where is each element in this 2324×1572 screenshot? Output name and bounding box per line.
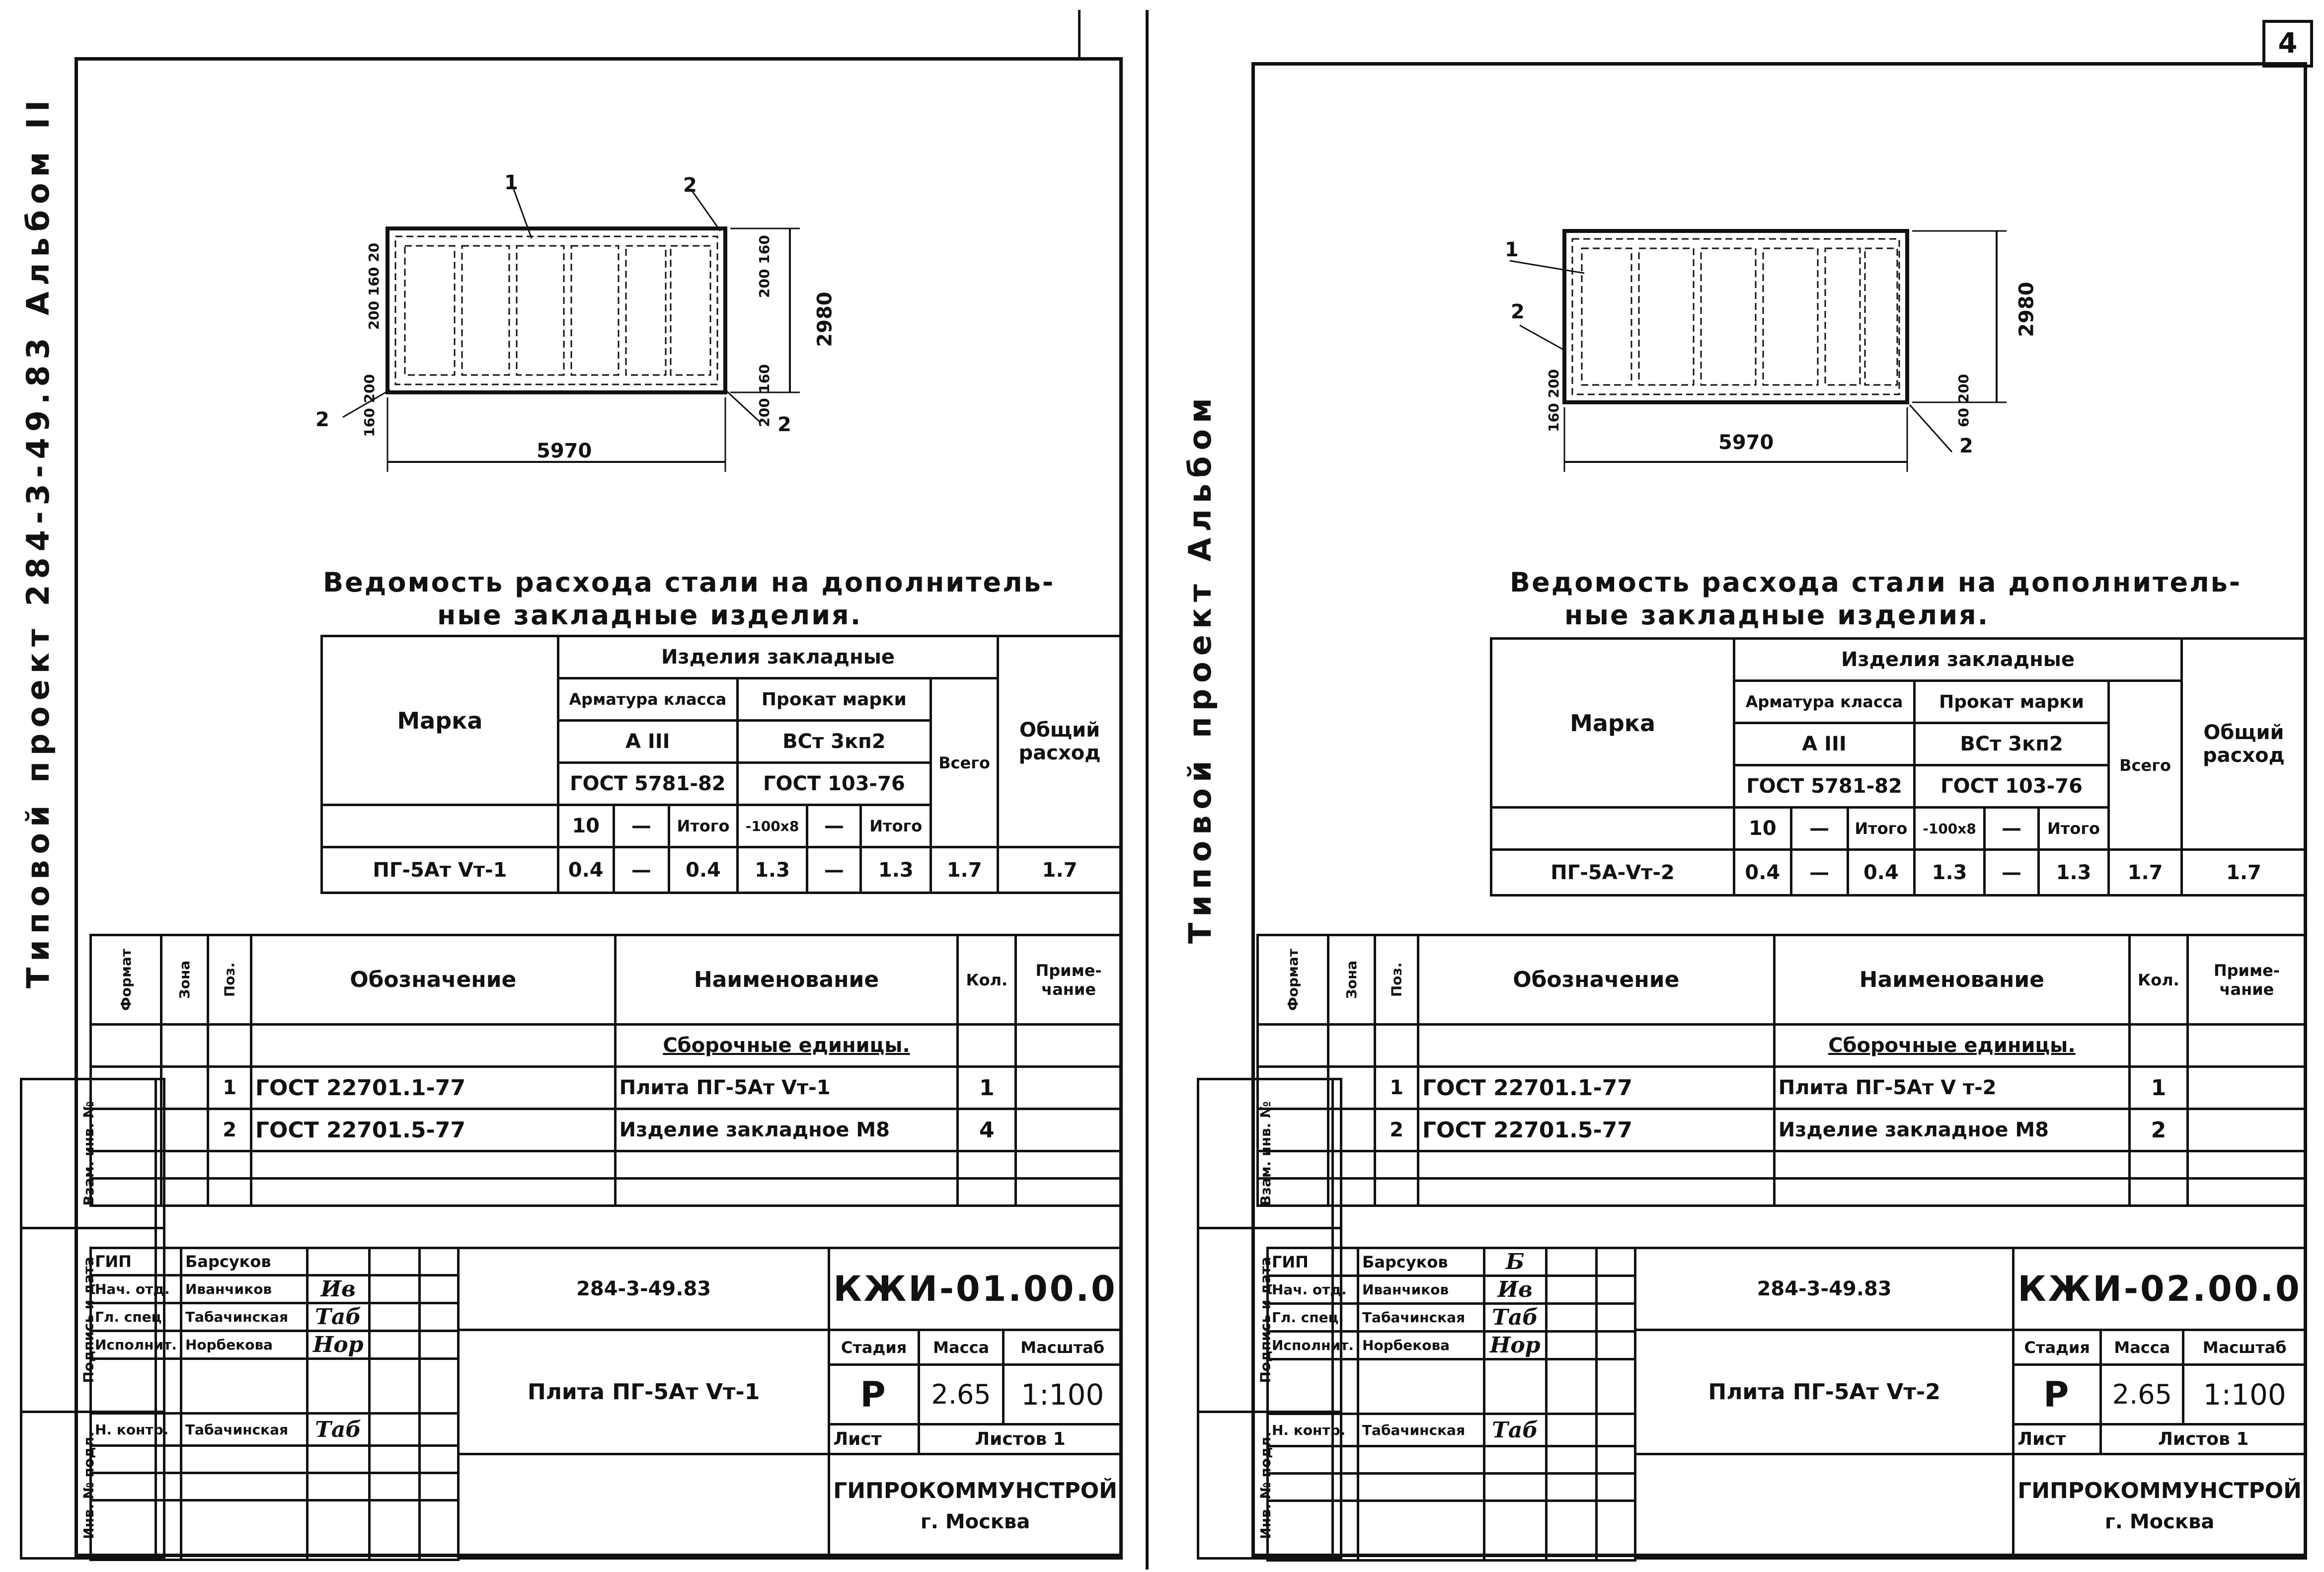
sub-itogo-b: Итого — [2038, 808, 2108, 850]
sub-10: 10 — [558, 805, 614, 847]
col-armatura: Арматура класса — [558, 678, 737, 721]
stamp-org: ГИПРОКОММУНСТРОЙ — [833, 1478, 1117, 1503]
cell: — — [1985, 850, 2039, 896]
col-marka: Марка — [322, 636, 558, 805]
stamp-project: 284-3-49.83 — [1635, 1248, 2014, 1330]
stamp-project: 284-3-49.83 — [459, 1248, 829, 1330]
pos-label-2b: 2 — [1959, 435, 1973, 457]
role: Гл. спец. — [91, 1303, 181, 1331]
pos-label-2a: 2 — [1511, 300, 1525, 323]
section-label: Сборочные единицы. — [1774, 1025, 2129, 1067]
col-prokat: Прокат марки — [1914, 681, 2108, 723]
col-kol: Кол. — [958, 935, 1016, 1025]
stamp-massa: Масса — [919, 1330, 1003, 1365]
stamp-code: КЖИ-02.00.0 — [2014, 1248, 2306, 1330]
sheet-2 — [1162, 0, 2324, 1572]
row-kol: 2 — [2130, 1109, 2188, 1151]
steel-table — [320, 635, 1123, 894]
role: Н. контр. — [91, 1414, 181, 1446]
stamp-masshtab: Масштаб — [2183, 1330, 2306, 1365]
role: Нач. отд. — [91, 1275, 181, 1303]
sub-100x8: -100х8 — [737, 805, 807, 847]
col-poz: Поз. — [1375, 935, 1418, 1025]
name: Табачинская — [1358, 1414, 1484, 1446]
signature: Б — [1484, 1248, 1546, 1276]
stamp-listov: Листов 1 — [919, 1424, 1121, 1454]
cell: — — [807, 847, 861, 893]
stamp-scale-value: 1:100 — [2183, 1365, 2306, 1424]
dim-length: 5970 — [537, 440, 592, 462]
stamp-list: Лист — [2014, 1424, 2101, 1454]
page-number: 4 — [2262, 20, 2313, 68]
role: ГИП — [91, 1248, 181, 1275]
table-row — [1258, 1109, 2306, 1151]
pos-label-2a: 2 — [683, 174, 697, 197]
col-format: Формат — [1258, 935, 1328, 1025]
spec-table — [89, 934, 1123, 1207]
row-obozn: ГОСТ 22701.1-77 — [1418, 1067, 1775, 1109]
cell: 0.4 — [669, 847, 737, 893]
stamp-stadiya-value: Р — [829, 1365, 919, 1424]
side-podp: Подпись и дата — [1198, 1228, 1333, 1412]
dim-height: 2980 — [813, 292, 837, 347]
gost-b: ГОСТ 103-76 — [737, 763, 930, 805]
col-kol: Кол. — [2130, 935, 2188, 1025]
col-vsego: Всего — [2109, 681, 2182, 850]
role: Исполнит. — [91, 1331, 181, 1359]
steel-caption-line-1: Ведомость расхода стали на дополнитель- — [323, 567, 1055, 598]
plate-drawing — [1490, 204, 2086, 512]
row-kol: 1 — [2130, 1067, 2188, 1109]
name: Норбекова — [1358, 1332, 1484, 1359]
cell: 1.3 — [861, 847, 931, 893]
col-izdeliya: Изделия закладные — [558, 636, 998, 678]
cell: 1.7 — [998, 847, 1122, 893]
col-oboznachenie: Обозначение — [251, 935, 616, 1025]
gost-a: ГОСТ 5781-82 — [1734, 765, 1915, 808]
cell: 1.7 — [2181, 850, 2306, 896]
stamp-stadiya: Стадия — [829, 1330, 919, 1365]
cell: 1.3 — [2038, 850, 2108, 896]
album-side-label: Типовой проект Альбом — [1182, 392, 1218, 944]
col-zona: Зона — [161, 935, 208, 1025]
signature: Таб — [307, 1414, 369, 1446]
sub-dash-a: — — [614, 805, 669, 847]
signature: Нор — [307, 1331, 369, 1359]
album-side-label: Типовой проект 284-3-49.83 Альбом II — [20, 94, 56, 988]
side-vzam: Взам. инв. № — [1198, 1079, 1333, 1228]
sub-100x8: -100х8 — [1914, 808, 1984, 850]
table-row — [91, 1109, 1122, 1151]
side-inv: Инв. № подл. — [1198, 1412, 1333, 1559]
sub-itogo-b: Итого — [861, 805, 931, 847]
sub-dash-b: — — [1985, 808, 2039, 850]
cell: 0.4 — [1734, 850, 1791, 896]
cell: — — [1791, 850, 1848, 896]
cell: 1.3 — [737, 847, 807, 893]
sub-itogo-a: Итого — [669, 805, 737, 847]
stamp-masshtab: Масштаб — [1004, 1330, 1122, 1365]
row-naim: Плита ПГ-5Ат Vт-1 — [615, 1067, 958, 1109]
stamp-title: Плита ПГ-5Ат Vт-1 — [459, 1330, 829, 1454]
stamp-stadiya-value: Р — [2014, 1365, 2101, 1424]
plate-ribs — [1582, 248, 1897, 385]
dims-left-top: 200 160 20 — [366, 242, 383, 330]
a-class: А III — [1734, 723, 1915, 765]
row-poz: 1 — [1375, 1067, 1418, 1109]
name: Иванчиков — [1358, 1276, 1484, 1304]
signature: Ив — [1484, 1276, 1546, 1304]
row-naim: Изделие закладное М8 — [615, 1109, 958, 1151]
col-naimenovanie: Наименование — [1774, 935, 2129, 1025]
stamp-main — [457, 1247, 1123, 1560]
role: ГИП — [1268, 1248, 1358, 1276]
dims-left-bottom: 160 200 — [361, 374, 378, 437]
dims-right-bottom: 200 160 — [756, 364, 773, 427]
spec-table — [1256, 934, 2307, 1207]
sub-itogo-a: Итого — [1848, 808, 1914, 850]
signature: Таб — [1484, 1414, 1546, 1446]
bst-grade: ВСт 3кп2 — [737, 721, 930, 763]
side-vzam: Взам. инв. № — [21, 1079, 156, 1228]
table-row — [322, 847, 1122, 893]
dims-right-bottom: 60 200 — [1955, 374, 1972, 428]
steel-table — [1490, 637, 2307, 897]
table-row — [91, 1067, 1122, 1109]
gost-b: ГОСТ 103-76 — [1914, 765, 2108, 808]
steel-caption-line-2: ные закладные изделия. — [437, 599, 862, 631]
side-inv: Инв. № подл. — [21, 1412, 156, 1559]
name: Барсуков — [1358, 1248, 1484, 1276]
col-zona: Зона — [1328, 935, 1375, 1025]
col-format: Формат — [91, 935, 161, 1025]
row-mark: ПГ-5Ат Vт-1 — [322, 847, 558, 893]
stamp-list: Лист — [829, 1424, 919, 1454]
plate-ribs — [405, 246, 710, 375]
col-vsego: Всего — [931, 678, 998, 847]
pos-label-1: 1 — [504, 171, 518, 194]
col-prokat: Прокат марки — [737, 678, 930, 721]
stamp-personnel — [89, 1247, 460, 1561]
section-label: Сборочные единицы. — [615, 1025, 958, 1067]
stamp-mass-value: 2.65 — [919, 1365, 1003, 1424]
dims-right-top: 200 160 — [756, 235, 773, 298]
stamp-city: г. Москва — [920, 1510, 1030, 1533]
role: Исполнит. — [1268, 1332, 1358, 1359]
col-obshchiy: Общий расход — [998, 636, 1122, 847]
role: Н. контр. — [1268, 1414, 1358, 1446]
stamp-main — [1634, 1247, 2307, 1560]
name: Барсуков — [181, 1248, 307, 1275]
bst-grade: ВСт 3кп2 — [1914, 723, 2108, 765]
name: Табачинская — [1358, 1304, 1484, 1332]
signature: Нор — [1484, 1332, 1546, 1359]
col-poz: Поз. — [208, 935, 251, 1025]
col-armatura: Арматура класса — [1734, 681, 1915, 723]
steel-caption — [1510, 566, 2305, 632]
signature: Ив — [307, 1275, 369, 1303]
row-naim: Изделие закладное М8 — [1774, 1109, 2129, 1151]
stamp-massa: Масса — [2101, 1330, 2183, 1365]
a-class: А III — [558, 721, 737, 763]
pos-label-2b: 2 — [315, 408, 329, 431]
cell: 0.4 — [558, 847, 614, 893]
stamp-listov: Листов 1 — [2101, 1424, 2306, 1454]
pos-label-2c: 2 — [777, 413, 791, 436]
sub-10: 10 — [1734, 808, 1791, 850]
plate-outline — [1564, 231, 1907, 402]
col-naimenovanie: Наименование — [615, 935, 958, 1025]
name: Табачинская — [181, 1414, 307, 1446]
name: Норбекова — [181, 1331, 307, 1359]
dim-length: 5970 — [1718, 431, 1774, 454]
row-poz: 2 — [208, 1109, 251, 1151]
cell: 1.3 — [1914, 850, 1984, 896]
stamp-personnel — [1266, 1247, 1636, 1562]
col-oboznachenie: Обозначение — [1418, 935, 1775, 1025]
row-naim: Плита ПГ-5Ат V т-2 — [1774, 1067, 2129, 1109]
row-mark: ПГ-5А-Vт-2 — [1491, 850, 1734, 896]
dim-height: 2980 — [2015, 282, 2038, 337]
row-obozn: ГОСТ 22701.5-77 — [1418, 1109, 1775, 1151]
stamp-stadiya: Стадия — [2014, 1330, 2101, 1365]
row-kol: 4 — [958, 1109, 1016, 1151]
table-row — [1491, 850, 2306, 896]
col-izdeliya: Изделия закладные — [1734, 639, 2182, 681]
col-prim: Приме-чание — [2187, 935, 2306, 1025]
plate-inner — [1572, 239, 1899, 394]
stamp-scale-value: 1:100 — [1004, 1365, 1122, 1424]
stamp-code: КЖИ-01.00.0 — [829, 1248, 1122, 1330]
sub-dash-b: — — [807, 805, 861, 847]
cell: 1.7 — [931, 847, 998, 893]
plate-outline — [387, 228, 725, 392]
steel-caption-line-2: ные закладные изделия. — [1564, 599, 1990, 631]
row-obozn: ГОСТ 22701.5-77 — [251, 1109, 616, 1151]
row-poz: 2 — [1375, 1109, 1418, 1151]
role: Нач. отд. — [1268, 1276, 1358, 1304]
signature: Таб — [1484, 1304, 1546, 1332]
name: Иванчиков — [181, 1275, 307, 1303]
signature: Таб — [307, 1303, 369, 1331]
col-prim: Приме-чание — [1016, 935, 1122, 1025]
table-row — [1258, 1067, 2306, 1109]
name: Табачинская — [181, 1303, 307, 1331]
plate-inner — [395, 236, 717, 384]
cell: 0.4 — [1848, 850, 1914, 896]
pos-label-1: 1 — [1505, 238, 1519, 261]
stamp-title: Плита ПГ-5Ат Vт-2 — [1635, 1330, 2014, 1454]
gost-a: ГОСТ 5781-82 — [558, 763, 737, 805]
stamp-city: г. Москва — [2104, 1510, 2215, 1533]
stamp-mass-value: 2.65 — [2101, 1365, 2183, 1424]
side-podp: Подпись и дата — [21, 1228, 156, 1412]
cell: 1.7 — [2109, 850, 2182, 896]
dims-left-bottom: 160 200 — [1545, 369, 1562, 432]
cell: — — [614, 847, 669, 893]
stamp-org: ГИПРОКОММУНСТРОЙ — [2017, 1478, 2302, 1503]
row-kol: 1 — [958, 1067, 1016, 1109]
col-obshchiy: Общий расход — [2181, 639, 2306, 850]
row-poz: 1 — [208, 1067, 251, 1109]
row-obozn: ГОСТ 22701.1-77 — [251, 1067, 616, 1109]
signature — [307, 1248, 369, 1275]
col-marka: Марка — [1491, 639, 1734, 808]
role: Гл. спец. — [1268, 1304, 1358, 1332]
steel-caption — [323, 566, 1118, 632]
sub-dash-a: — — [1791, 808, 1848, 850]
steel-caption-line-1: Ведомость расхода стали на дополнитель- — [1510, 567, 2242, 598]
